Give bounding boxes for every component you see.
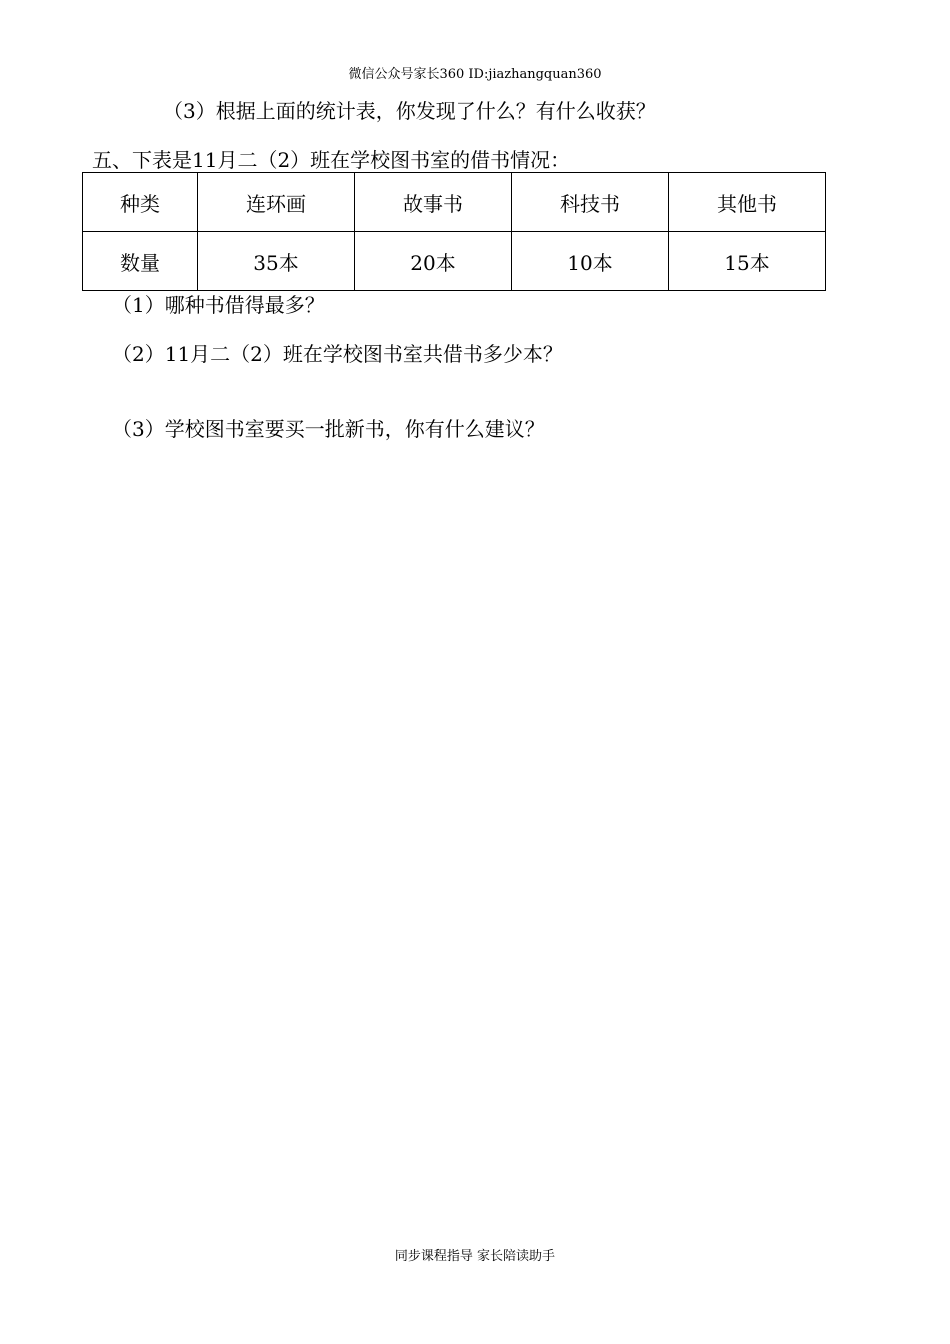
table-cell-comics-count: 35本 (198, 232, 355, 291)
question-1: （1）哪种书借得最多？ (112, 293, 325, 317)
section-five-title: 五、下表是11月二（2）班在学校图书室的借书情况： (92, 148, 571, 172)
table-header-row (83, 173, 826, 232)
table-cell-science-books-count: 10本 (512, 232, 669, 291)
question-3: （3）学校图书室要买一批新书，你有什么建议？ (112, 417, 545, 441)
table-cell-other-books-count: 15本 (669, 232, 826, 291)
table-cell-science-books: 科技书 (512, 173, 669, 232)
page-footer: 同步课程指导 家长陪读助手 (394, 1249, 556, 1264)
question-2: （2）11月二（2）班在学校图书室共借书多少本？ (112, 342, 563, 366)
table-cell-other-books: 其他书 (669, 173, 826, 232)
book-borrowing-table (82, 172, 826, 291)
table-cell-storybooks-count: 20本 (355, 232, 512, 291)
previous-question-3: （3）根据上面的统计表，你发现了什么？有什么收获？ (163, 99, 656, 123)
table-cell-category-label: 种类 (83, 173, 198, 232)
table-cell-storybooks: 故事书 (355, 173, 512, 232)
table-cell-quantity-label: 数量 (83, 232, 198, 291)
page-header: 微信公众号家长360 ID:jiazhangquan360 (348, 67, 602, 82)
table-cell-comics: 连环画 (198, 173, 355, 232)
table-data-row (83, 232, 826, 291)
